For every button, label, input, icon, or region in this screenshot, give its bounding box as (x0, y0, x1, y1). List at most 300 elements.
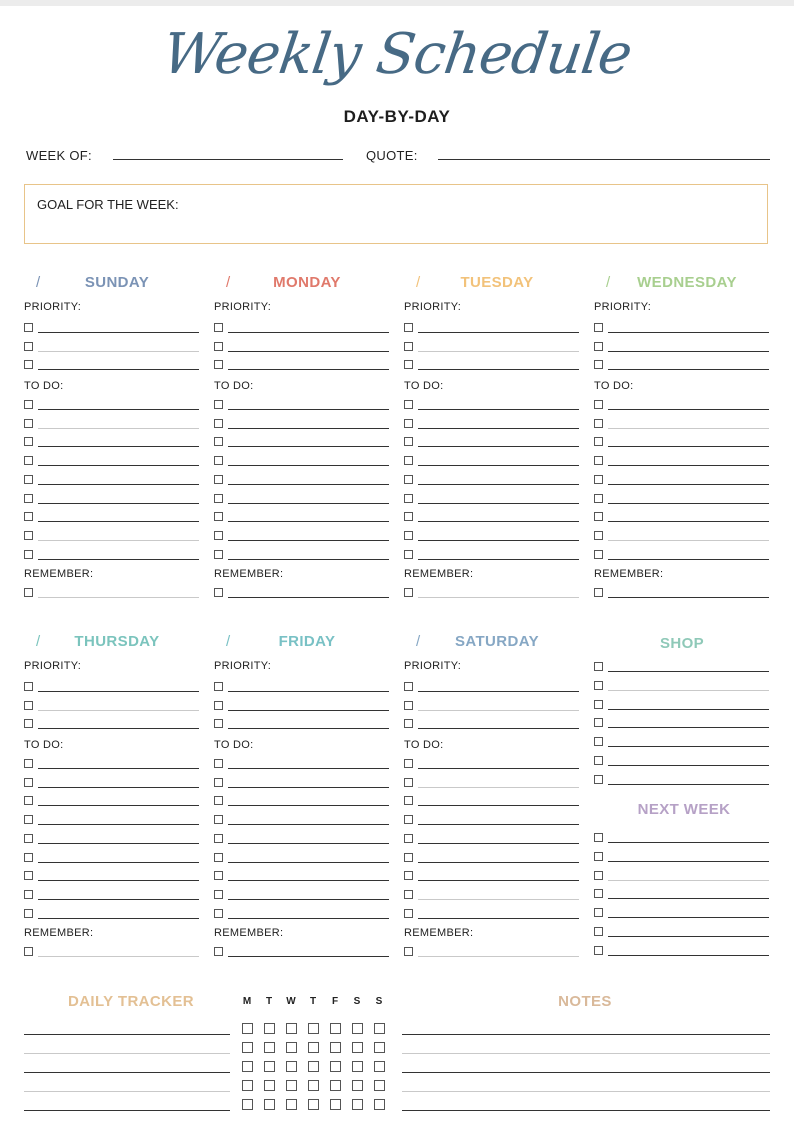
write-line[interactable] (38, 899, 199, 900)
todo-row[interactable] (404, 510, 580, 524)
write-line[interactable] (38, 351, 199, 352)
write-line[interactable] (608, 671, 769, 672)
todo-row[interactable] (594, 454, 770, 468)
todo-row[interactable] (404, 548, 580, 562)
tracker-checkbox[interactable] (352, 1080, 363, 1091)
remember-row[interactable] (24, 945, 200, 959)
checkbox[interactable] (214, 512, 223, 521)
todo-row[interactable] (594, 398, 770, 412)
checkbox[interactable] (404, 947, 413, 956)
write-line[interactable] (228, 446, 389, 447)
priority-row[interactable] (404, 340, 580, 354)
todo-row[interactable] (404, 417, 580, 431)
write-line[interactable] (418, 918, 579, 919)
write-line[interactable] (418, 728, 579, 729)
checkbox[interactable] (24, 531, 33, 540)
write-line[interactable] (418, 484, 579, 485)
write-line[interactable] (418, 409, 579, 410)
notes-line[interactable] (402, 1034, 770, 1035)
tracker-checkbox[interactable] (352, 1061, 363, 1072)
checkbox[interactable] (24, 475, 33, 484)
todo-row[interactable] (214, 851, 390, 865)
write-line[interactable] (608, 936, 769, 937)
tracker-checkbox[interactable] (242, 1080, 253, 1091)
write-line[interactable] (418, 843, 579, 844)
todo-row[interactable] (24, 529, 200, 543)
todo-row[interactable] (404, 907, 580, 921)
todo-row[interactable] (594, 492, 770, 506)
todo-row[interactable] (24, 417, 200, 431)
write-line[interactable] (418, 768, 579, 769)
goal-box[interactable] (24, 184, 768, 244)
write-line[interactable] (228, 768, 389, 769)
remember-row[interactable] (404, 586, 580, 600)
write-line[interactable] (228, 899, 389, 900)
write-line[interactable] (228, 710, 389, 711)
todo-row[interactable] (214, 757, 390, 771)
todo-row[interactable] (594, 510, 770, 524)
checkbox[interactable] (214, 815, 223, 824)
checkbox[interactable] (214, 871, 223, 880)
checkbox[interactable] (594, 419, 603, 428)
tracker-habit-line[interactable] (24, 1053, 230, 1054)
write-line[interactable] (228, 843, 389, 844)
write-line[interactable] (38, 956, 199, 957)
checkbox[interactable] (404, 550, 413, 559)
priority-row[interactable] (24, 358, 200, 372)
priority-row[interactable] (594, 340, 770, 354)
checkbox[interactable] (594, 700, 603, 709)
remember-row[interactable] (24, 586, 200, 600)
write-line[interactable] (608, 880, 769, 881)
write-line[interactable] (418, 351, 579, 352)
write-line[interactable] (38, 484, 199, 485)
todo-row[interactable] (214, 473, 390, 487)
tracker-checkbox[interactable] (264, 1023, 275, 1034)
tracker-habit-line[interactable] (24, 1034, 230, 1035)
checkbox[interactable] (214, 834, 223, 843)
write-line[interactable] (228, 787, 389, 788)
checkbox[interactable] (24, 512, 33, 521)
write-line[interactable] (608, 784, 769, 785)
checkbox[interactable] (404, 759, 413, 768)
checkbox[interactable] (214, 419, 223, 428)
write-line[interactable] (228, 369, 389, 370)
tracker-checkbox[interactable] (308, 1023, 319, 1034)
checkbox[interactable] (594, 775, 603, 784)
checkbox[interactable] (24, 796, 33, 805)
checkbox[interactable] (404, 890, 413, 899)
todo-row[interactable] (214, 794, 390, 808)
checkbox[interactable] (24, 759, 33, 768)
checkbox[interactable] (404, 456, 413, 465)
write-line[interactable] (228, 409, 389, 410)
priority-row[interactable] (404, 321, 580, 335)
write-line[interactable] (608, 690, 769, 691)
write-line[interactable] (228, 332, 389, 333)
checkbox[interactable] (404, 853, 413, 862)
write-line[interactable] (418, 787, 579, 788)
write-line[interactable] (228, 880, 389, 881)
checkbox[interactable] (404, 323, 413, 332)
checkbox[interactable] (24, 890, 33, 899)
checkbox[interactable] (594, 588, 603, 597)
write-line[interactable] (608, 746, 769, 747)
checkbox[interactable] (594, 833, 603, 842)
tracker-checkbox[interactable] (352, 1099, 363, 1110)
checkbox[interactable] (214, 550, 223, 559)
todo-row[interactable] (404, 888, 580, 902)
priority-row[interactable] (404, 358, 580, 372)
checkbox[interactable] (594, 437, 603, 446)
remember-row[interactable] (594, 586, 770, 600)
tracker-checkbox[interactable] (286, 1061, 297, 1072)
write-line[interactable] (608, 540, 769, 541)
checkbox[interactable] (214, 778, 223, 787)
write-line[interactable] (228, 428, 389, 429)
checkbox[interactable] (24, 494, 33, 503)
write-line[interactable] (38, 843, 199, 844)
write-line[interactable] (418, 691, 579, 692)
write-line[interactable] (418, 540, 579, 541)
write-line[interactable] (418, 446, 579, 447)
todo-row[interactable] (214, 548, 390, 562)
todo-row[interactable] (404, 492, 580, 506)
write-line[interactable] (608, 955, 769, 956)
week-of-field[interactable] (113, 159, 343, 160)
quote-field[interactable] (438, 159, 770, 160)
write-line[interactable] (38, 710, 199, 711)
checkbox[interactable] (404, 909, 413, 918)
checkbox[interactable] (24, 588, 33, 597)
write-line[interactable] (228, 824, 389, 825)
todo-row[interactable] (24, 907, 200, 921)
tracker-habit-line[interactable] (24, 1091, 230, 1092)
write-line[interactable] (418, 559, 579, 560)
write-line[interactable] (228, 597, 389, 598)
write-line[interactable] (228, 691, 389, 692)
checkbox[interactable] (24, 909, 33, 918)
notes-line[interactable] (402, 1053, 770, 1054)
write-line[interactable] (418, 805, 579, 806)
checkbox[interactable] (214, 719, 223, 728)
write-line[interactable] (418, 465, 579, 466)
todo-row[interactable] (404, 473, 580, 487)
checkbox[interactable] (594, 512, 603, 521)
notes-line[interactable] (402, 1091, 770, 1092)
todo-row[interactable] (214, 435, 390, 449)
todo-row[interactable] (404, 454, 580, 468)
write-line[interactable] (38, 862, 199, 863)
shop-row[interactable] (594, 679, 770, 693)
tracker-checkbox[interactable] (264, 1080, 275, 1091)
priority-row[interactable] (404, 699, 580, 713)
write-line[interactable] (38, 918, 199, 919)
write-line[interactable] (228, 351, 389, 352)
todo-row[interactable] (24, 869, 200, 883)
checkbox[interactable] (404, 834, 413, 843)
write-line[interactable] (608, 765, 769, 766)
todo-row[interactable] (404, 757, 580, 771)
priority-row[interactable] (214, 680, 390, 694)
todo-row[interactable] (214, 492, 390, 506)
shop-row[interactable] (594, 754, 770, 768)
checkbox[interactable] (594, 475, 603, 484)
todo-row[interactable] (404, 851, 580, 865)
todo-row[interactable] (404, 435, 580, 449)
todo-row[interactable] (214, 417, 390, 431)
checkbox[interactable] (404, 682, 413, 691)
todo-row[interactable] (214, 907, 390, 921)
write-line[interactable] (418, 824, 579, 825)
tracker-checkbox[interactable] (264, 1061, 275, 1072)
checkbox[interactable] (24, 419, 33, 428)
write-line[interactable] (418, 880, 579, 881)
checkbox[interactable] (404, 419, 413, 428)
todo-row[interactable] (24, 794, 200, 808)
todo-row[interactable] (24, 435, 200, 449)
todo-row[interactable] (594, 417, 770, 431)
checkbox[interactable] (24, 701, 33, 710)
checkbox[interactable] (594, 550, 603, 559)
checkbox[interactable] (594, 456, 603, 465)
write-line[interactable] (608, 917, 769, 918)
write-line[interactable] (608, 503, 769, 504)
todo-row[interactable] (214, 398, 390, 412)
remember-row[interactable] (404, 945, 580, 959)
write-line[interactable] (38, 521, 199, 522)
todo-row[interactable] (24, 492, 200, 506)
tracker-checkbox[interactable] (308, 1080, 319, 1091)
write-line[interactable] (38, 409, 199, 410)
tracker-checkbox[interactable] (286, 1080, 297, 1091)
next-week-row[interactable] (594, 850, 770, 864)
remember-row[interactable] (214, 945, 390, 959)
checkbox[interactable] (594, 737, 603, 746)
tracker-checkbox[interactable] (352, 1042, 363, 1053)
todo-row[interactable] (594, 529, 770, 543)
checkbox[interactable] (24, 853, 33, 862)
write-line[interactable] (418, 597, 579, 598)
write-line[interactable] (38, 768, 199, 769)
write-line[interactable] (418, 369, 579, 370)
checkbox[interactable] (214, 890, 223, 899)
checkbox[interactable] (594, 400, 603, 409)
todo-row[interactable] (594, 548, 770, 562)
tracker-habit-line[interactable] (24, 1110, 230, 1111)
shop-row[interactable] (594, 660, 770, 674)
todo-row[interactable] (24, 851, 200, 865)
write-line[interactable] (608, 709, 769, 710)
checkbox[interactable] (214, 588, 223, 597)
todo-row[interactable] (24, 510, 200, 524)
remember-row[interactable] (214, 586, 390, 600)
todo-row[interactable] (24, 548, 200, 562)
write-line[interactable] (608, 369, 769, 370)
todo-row[interactable] (404, 776, 580, 790)
checkbox[interactable] (594, 681, 603, 690)
todo-row[interactable] (214, 529, 390, 543)
write-line[interactable] (418, 521, 579, 522)
tracker-checkbox[interactable] (286, 1042, 297, 1053)
next-week-row[interactable] (594, 944, 770, 958)
priority-row[interactable] (24, 340, 200, 354)
tracker-checkbox[interactable] (330, 1061, 341, 1072)
write-line[interactable] (38, 824, 199, 825)
write-line[interactable] (418, 710, 579, 711)
tracker-checkbox[interactable] (330, 1023, 341, 1034)
priority-row[interactable] (24, 699, 200, 713)
checkbox[interactable] (24, 947, 33, 956)
checkbox[interactable] (214, 494, 223, 503)
checkbox[interactable] (214, 909, 223, 918)
write-line[interactable] (228, 503, 389, 504)
todo-row[interactable] (24, 832, 200, 846)
tracker-checkbox[interactable] (242, 1042, 253, 1053)
checkbox[interactable] (214, 323, 223, 332)
checkbox[interactable] (214, 531, 223, 540)
write-line[interactable] (608, 484, 769, 485)
next-week-row[interactable] (594, 906, 770, 920)
checkbox[interactable] (24, 323, 33, 332)
checkbox[interactable] (24, 437, 33, 446)
write-line[interactable] (608, 898, 769, 899)
checkbox[interactable] (404, 701, 413, 710)
tracker-checkbox[interactable] (264, 1099, 275, 1110)
tracker-checkbox[interactable] (374, 1042, 385, 1053)
write-line[interactable] (418, 503, 579, 504)
todo-row[interactable] (594, 473, 770, 487)
checkbox[interactable] (214, 400, 223, 409)
write-line[interactable] (418, 862, 579, 863)
checkbox[interactable] (404, 796, 413, 805)
write-line[interactable] (38, 446, 199, 447)
todo-row[interactable] (214, 454, 390, 468)
todo-row[interactable] (214, 888, 390, 902)
write-line[interactable] (608, 597, 769, 598)
priority-row[interactable] (24, 680, 200, 694)
todo-row[interactable] (24, 454, 200, 468)
priority-row[interactable] (404, 680, 580, 694)
todo-row[interactable] (404, 813, 580, 827)
todo-row[interactable] (404, 398, 580, 412)
write-line[interactable] (228, 805, 389, 806)
checkbox[interactable] (214, 759, 223, 768)
checkbox[interactable] (594, 662, 603, 671)
write-line[interactable] (418, 956, 579, 957)
todo-row[interactable] (24, 757, 200, 771)
shop-row[interactable] (594, 735, 770, 749)
write-line[interactable] (228, 956, 389, 957)
checkbox[interactable] (214, 947, 223, 956)
tracker-checkbox[interactable] (308, 1061, 319, 1072)
write-line[interactable] (608, 559, 769, 560)
write-line[interactable] (228, 862, 389, 863)
checkbox[interactable] (404, 531, 413, 540)
shop-row[interactable] (594, 698, 770, 712)
checkbox[interactable] (594, 494, 603, 503)
write-line[interactable] (38, 332, 199, 333)
todo-row[interactable] (214, 510, 390, 524)
tracker-checkbox[interactable] (374, 1099, 385, 1110)
checkbox[interactable] (24, 719, 33, 728)
todo-row[interactable] (24, 888, 200, 902)
tracker-checkbox[interactable] (330, 1042, 341, 1053)
write-line[interactable] (38, 787, 199, 788)
write-line[interactable] (228, 521, 389, 522)
notes-line[interactable] (402, 1110, 770, 1111)
todo-row[interactable] (214, 776, 390, 790)
write-line[interactable] (228, 540, 389, 541)
checkbox[interactable] (214, 456, 223, 465)
checkbox[interactable] (594, 756, 603, 765)
write-line[interactable] (228, 918, 389, 919)
checkbox[interactable] (24, 456, 33, 465)
write-line[interactable] (608, 842, 769, 843)
tracker-checkbox[interactable] (286, 1023, 297, 1034)
checkbox[interactable] (404, 494, 413, 503)
checkbox[interactable] (24, 360, 33, 369)
tracker-checkbox[interactable] (308, 1042, 319, 1053)
write-line[interactable] (608, 465, 769, 466)
write-line[interactable] (228, 484, 389, 485)
write-line[interactable] (228, 559, 389, 560)
write-line[interactable] (418, 428, 579, 429)
priority-row[interactable] (214, 340, 390, 354)
todo-row[interactable] (24, 813, 200, 827)
write-line[interactable] (38, 503, 199, 504)
write-line[interactable] (608, 351, 769, 352)
tracker-checkbox[interactable] (242, 1061, 253, 1072)
write-line[interactable] (38, 559, 199, 560)
tracker-checkbox[interactable] (374, 1023, 385, 1034)
write-line[interactable] (608, 861, 769, 862)
write-line[interactable] (38, 369, 199, 370)
checkbox[interactable] (594, 360, 603, 369)
checkbox[interactable] (214, 342, 223, 351)
write-line[interactable] (228, 465, 389, 466)
checkbox[interactable] (24, 778, 33, 787)
checkbox[interactable] (594, 531, 603, 540)
todo-row[interactable] (214, 869, 390, 883)
tracker-checkbox[interactable] (330, 1099, 341, 1110)
checkbox[interactable] (214, 796, 223, 805)
checkbox[interactable] (594, 342, 603, 351)
tracker-checkbox[interactable] (264, 1042, 275, 1053)
todo-row[interactable] (404, 869, 580, 883)
tracker-checkbox[interactable] (242, 1023, 253, 1034)
next-week-row[interactable] (594, 831, 770, 845)
write-line[interactable] (608, 409, 769, 410)
priority-row[interactable] (594, 321, 770, 335)
tracker-habit-line[interactable] (24, 1072, 230, 1073)
checkbox[interactable] (594, 323, 603, 332)
todo-row[interactable] (214, 832, 390, 846)
write-line[interactable] (418, 899, 579, 900)
priority-row[interactable] (594, 358, 770, 372)
write-line[interactable] (38, 597, 199, 598)
shop-row[interactable] (594, 773, 770, 787)
checkbox[interactable] (594, 908, 603, 917)
checkbox[interactable] (594, 852, 603, 861)
checkbox[interactable] (594, 927, 603, 936)
write-line[interactable] (608, 446, 769, 447)
priority-row[interactable] (24, 717, 200, 731)
write-line[interactable] (38, 805, 199, 806)
tracker-checkbox[interactable] (374, 1061, 385, 1072)
checkbox[interactable] (24, 342, 33, 351)
checkbox[interactable] (404, 871, 413, 880)
